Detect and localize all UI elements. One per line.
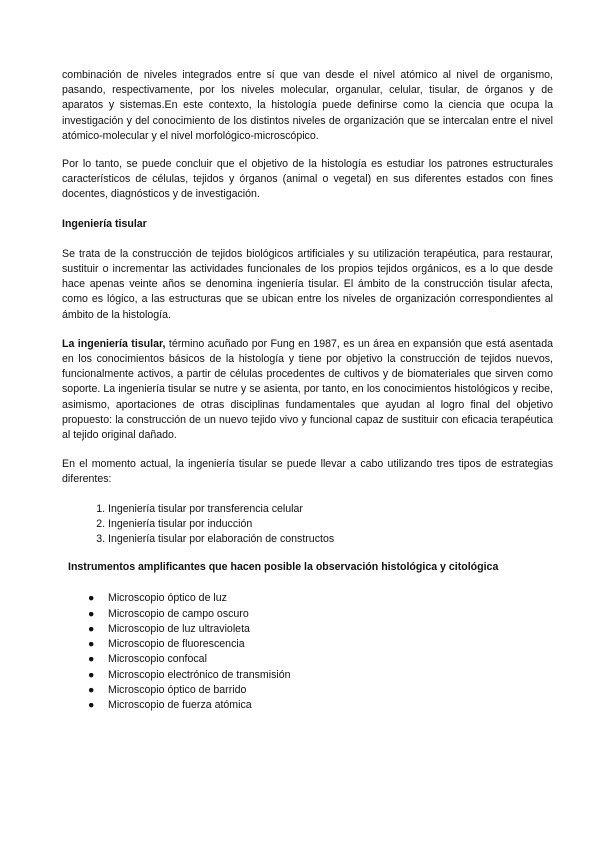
list-item-text: Microscopio de fluorescencia xyxy=(108,638,245,651)
list-item xyxy=(88,591,553,606)
section-heading-instrumentos: Instrumentos amplificantes que hacen posible la observación histológica y citológica xyxy=(68,561,499,574)
intro-paragraph-1: combinación de niveles integrados entre sí que van desde el nivel atómico al nivel de organismo, pasando, respectivamente, por los niveles molecular, organular, celular, tisular, de órganos y de aparatos y sistemas.En este contexto, la histología puede definirse como la ciencia que ocupa la investigación y del conocimiento de los distintos niveles de organización que se intercalan entre el nivel atómico-molecular y el nivel morfológico-microscópico. xyxy=(62,69,553,142)
list-item xyxy=(88,637,553,652)
bullet-icon: ● xyxy=(88,622,95,635)
list-item xyxy=(88,698,553,713)
bullet-icon: ● xyxy=(88,653,95,666)
bullet-icon: ● xyxy=(88,607,95,620)
ingenieria-paragraph-2-text: término acuñado por Fung en 1987, es un área en expansión que está asentada en los conocimientos básicos de la histología y tiene por objetivo la construcción de tejidos nuevos, funcionalmente activos, a partir de células procedentes de cultivos y de biomateriales que sirven como soporte. La ingeniería tisular se nutre y se asienta, por tanto, en los conocimientos histológicos y recibe, asimismo, aportaciones de otras disciplinas fundamentales que ayudan al logro final del objetivo propuesto: la construcción de un nuevo tejido vivo y funcional capaz de sustituir con eficacia terapéutica al tejido original dañado. xyxy=(62,337,553,442)
list-item-text: Microscopio de fuerza atómica xyxy=(108,698,252,711)
list-item: 1. Ingeniería tisular por transferencia celular xyxy=(108,502,553,517)
list-item xyxy=(88,607,553,622)
list-item-text: Microscopio óptico de barrido xyxy=(108,683,247,696)
list-item-text: Microscopio óptico de luz xyxy=(108,592,227,605)
list-item: 3. Ingeniería tisular por elaboración de constructos xyxy=(108,532,553,547)
list-item-text: Microscopio electrónico de transmisión xyxy=(108,668,291,681)
document-page xyxy=(62,68,553,713)
list-item-text: Microscopio de luz ultravioleta xyxy=(108,622,250,635)
strategies-list xyxy=(62,502,553,548)
ingenieria-term: La ingeniería tisular, xyxy=(62,337,166,350)
list-item-text: Microscopio de campo oscuro xyxy=(108,607,249,620)
list-item xyxy=(88,668,553,683)
bullet-icon: ● xyxy=(88,683,95,696)
list-item: 2. Ingeniería tisular por inducción xyxy=(108,517,553,532)
list-item-text: Microscopio confocal xyxy=(108,653,207,666)
bullet-icon: ● xyxy=(88,592,95,605)
bullet-icon: ● xyxy=(88,668,95,681)
bullet-icon: ● xyxy=(88,698,95,711)
section-heading-ingenieria: Ingeniería tisular xyxy=(62,217,147,230)
ingenieria-paragraph-2 xyxy=(62,337,553,443)
ingenieria-paragraph-1: Se trata de la construcción de tejidos biológicos artificiales y su utilización terapéutica, para restaurar, sustituir o incrementar las actividades funcionales de los propios tejidos orgánicos, es a lo que desde hace apenas veinte años se denomina ingeniería tisular. El ámbito de la construcción tisular afecta, como es lógico, a las estructuras que se ubican entre los niveles de organización correspondientes al ámbito de la histología. xyxy=(62,247,553,321)
list-item xyxy=(88,683,553,698)
instruments-list xyxy=(62,591,553,713)
ingenieria-paragraph-3: En el momento actual, la ingeniería tisular se puede llevar a cabo utilizando tres tipos de estrategias diferentes: xyxy=(62,458,553,486)
bullet-icon: ● xyxy=(88,638,95,651)
intro-paragraph-2: Por lo tanto, se puede concluir que el objetivo de la histología es estudiar los patrones estructurales característicos de células, tejidos y órganos (animal o vegetal) en sus diferentes estados con fines docentes, diagnósticos y de investigación. xyxy=(62,158,553,201)
list-item xyxy=(88,622,553,637)
list-item xyxy=(88,652,553,667)
